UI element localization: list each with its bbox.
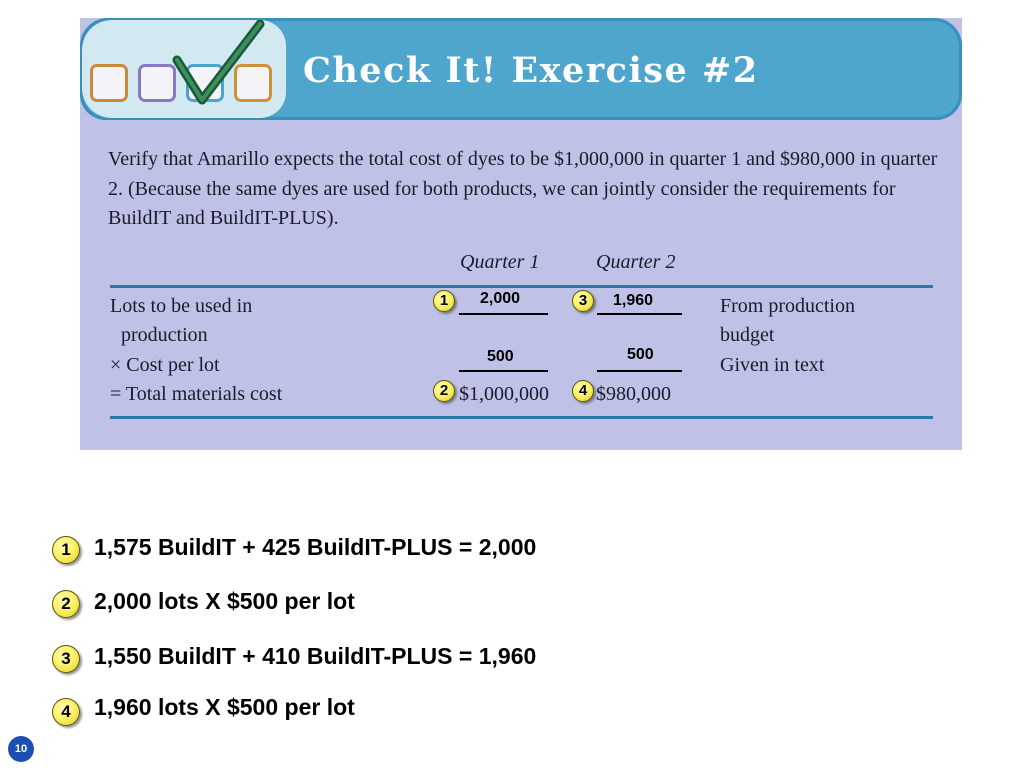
answer-line xyxy=(597,370,682,372)
checkmark-icon xyxy=(82,20,286,118)
badge-1: 1 xyxy=(433,290,455,312)
badge-4: 4 xyxy=(572,380,594,402)
source-given: Given in text xyxy=(720,354,825,376)
source-production: From production xyxy=(720,295,855,317)
answer-q2-lots: 1,960 xyxy=(613,292,654,309)
source-budget: budget xyxy=(720,324,775,346)
row-label-lots: Lots to be used in xyxy=(110,295,253,317)
total-q1: $1,000,000 xyxy=(459,383,549,405)
badge-3: 3 xyxy=(572,290,594,312)
table-bottom-rule xyxy=(110,416,933,419)
checkbox-logo xyxy=(82,20,286,118)
note-3: 1,550 BuildIT + 410 BuildIT-PLUS = 1,960 xyxy=(94,643,537,669)
note-badge-2: 2 xyxy=(52,590,80,618)
note-2: 2,000 lots X $500 per lot xyxy=(94,588,355,614)
column-header-q1: Quarter 1 xyxy=(460,251,540,273)
note-badge-3: 3 xyxy=(52,645,80,673)
answer-q1-cost: 500 xyxy=(487,348,514,365)
column-header-q2: Quarter 2 xyxy=(596,251,676,273)
badge-2: 2 xyxy=(433,380,455,402)
answer-line xyxy=(459,313,548,315)
answer-q1-lots: 2,000 xyxy=(480,290,521,307)
table-top-rule xyxy=(110,285,933,288)
answer-line xyxy=(597,313,682,315)
answer-q2-cost: 500 xyxy=(627,346,654,363)
note-badge-1: 1 xyxy=(52,536,80,564)
intro-paragraph: Verify that Amarillo expects the total cost of dyes to be $1,000,000 in quarter 1 and $980,000 in quarter 2. (Because the same dyes are used for both products, we can jointly consider the requirements for BuildIT and BuildIT-PLUS). xyxy=(108,148,938,229)
row-label-cost-per-lot: × Cost per lot xyxy=(110,354,220,376)
slide-number: 10 xyxy=(8,736,34,762)
note-1: 1,575 BuildIT + 425 BuildIT-PLUS = 2,000 xyxy=(94,534,537,560)
note-badge-4: 4 xyxy=(52,698,80,726)
page-title: Check It! Exercise #2 xyxy=(303,50,759,91)
row-label-total-cost: = Total materials cost xyxy=(110,383,283,405)
answer-line xyxy=(459,370,548,372)
note-4: 1,960 lots X $500 per lot xyxy=(94,694,355,720)
total-q2: $980,000 xyxy=(596,383,671,405)
row-label-production: production xyxy=(121,324,208,346)
